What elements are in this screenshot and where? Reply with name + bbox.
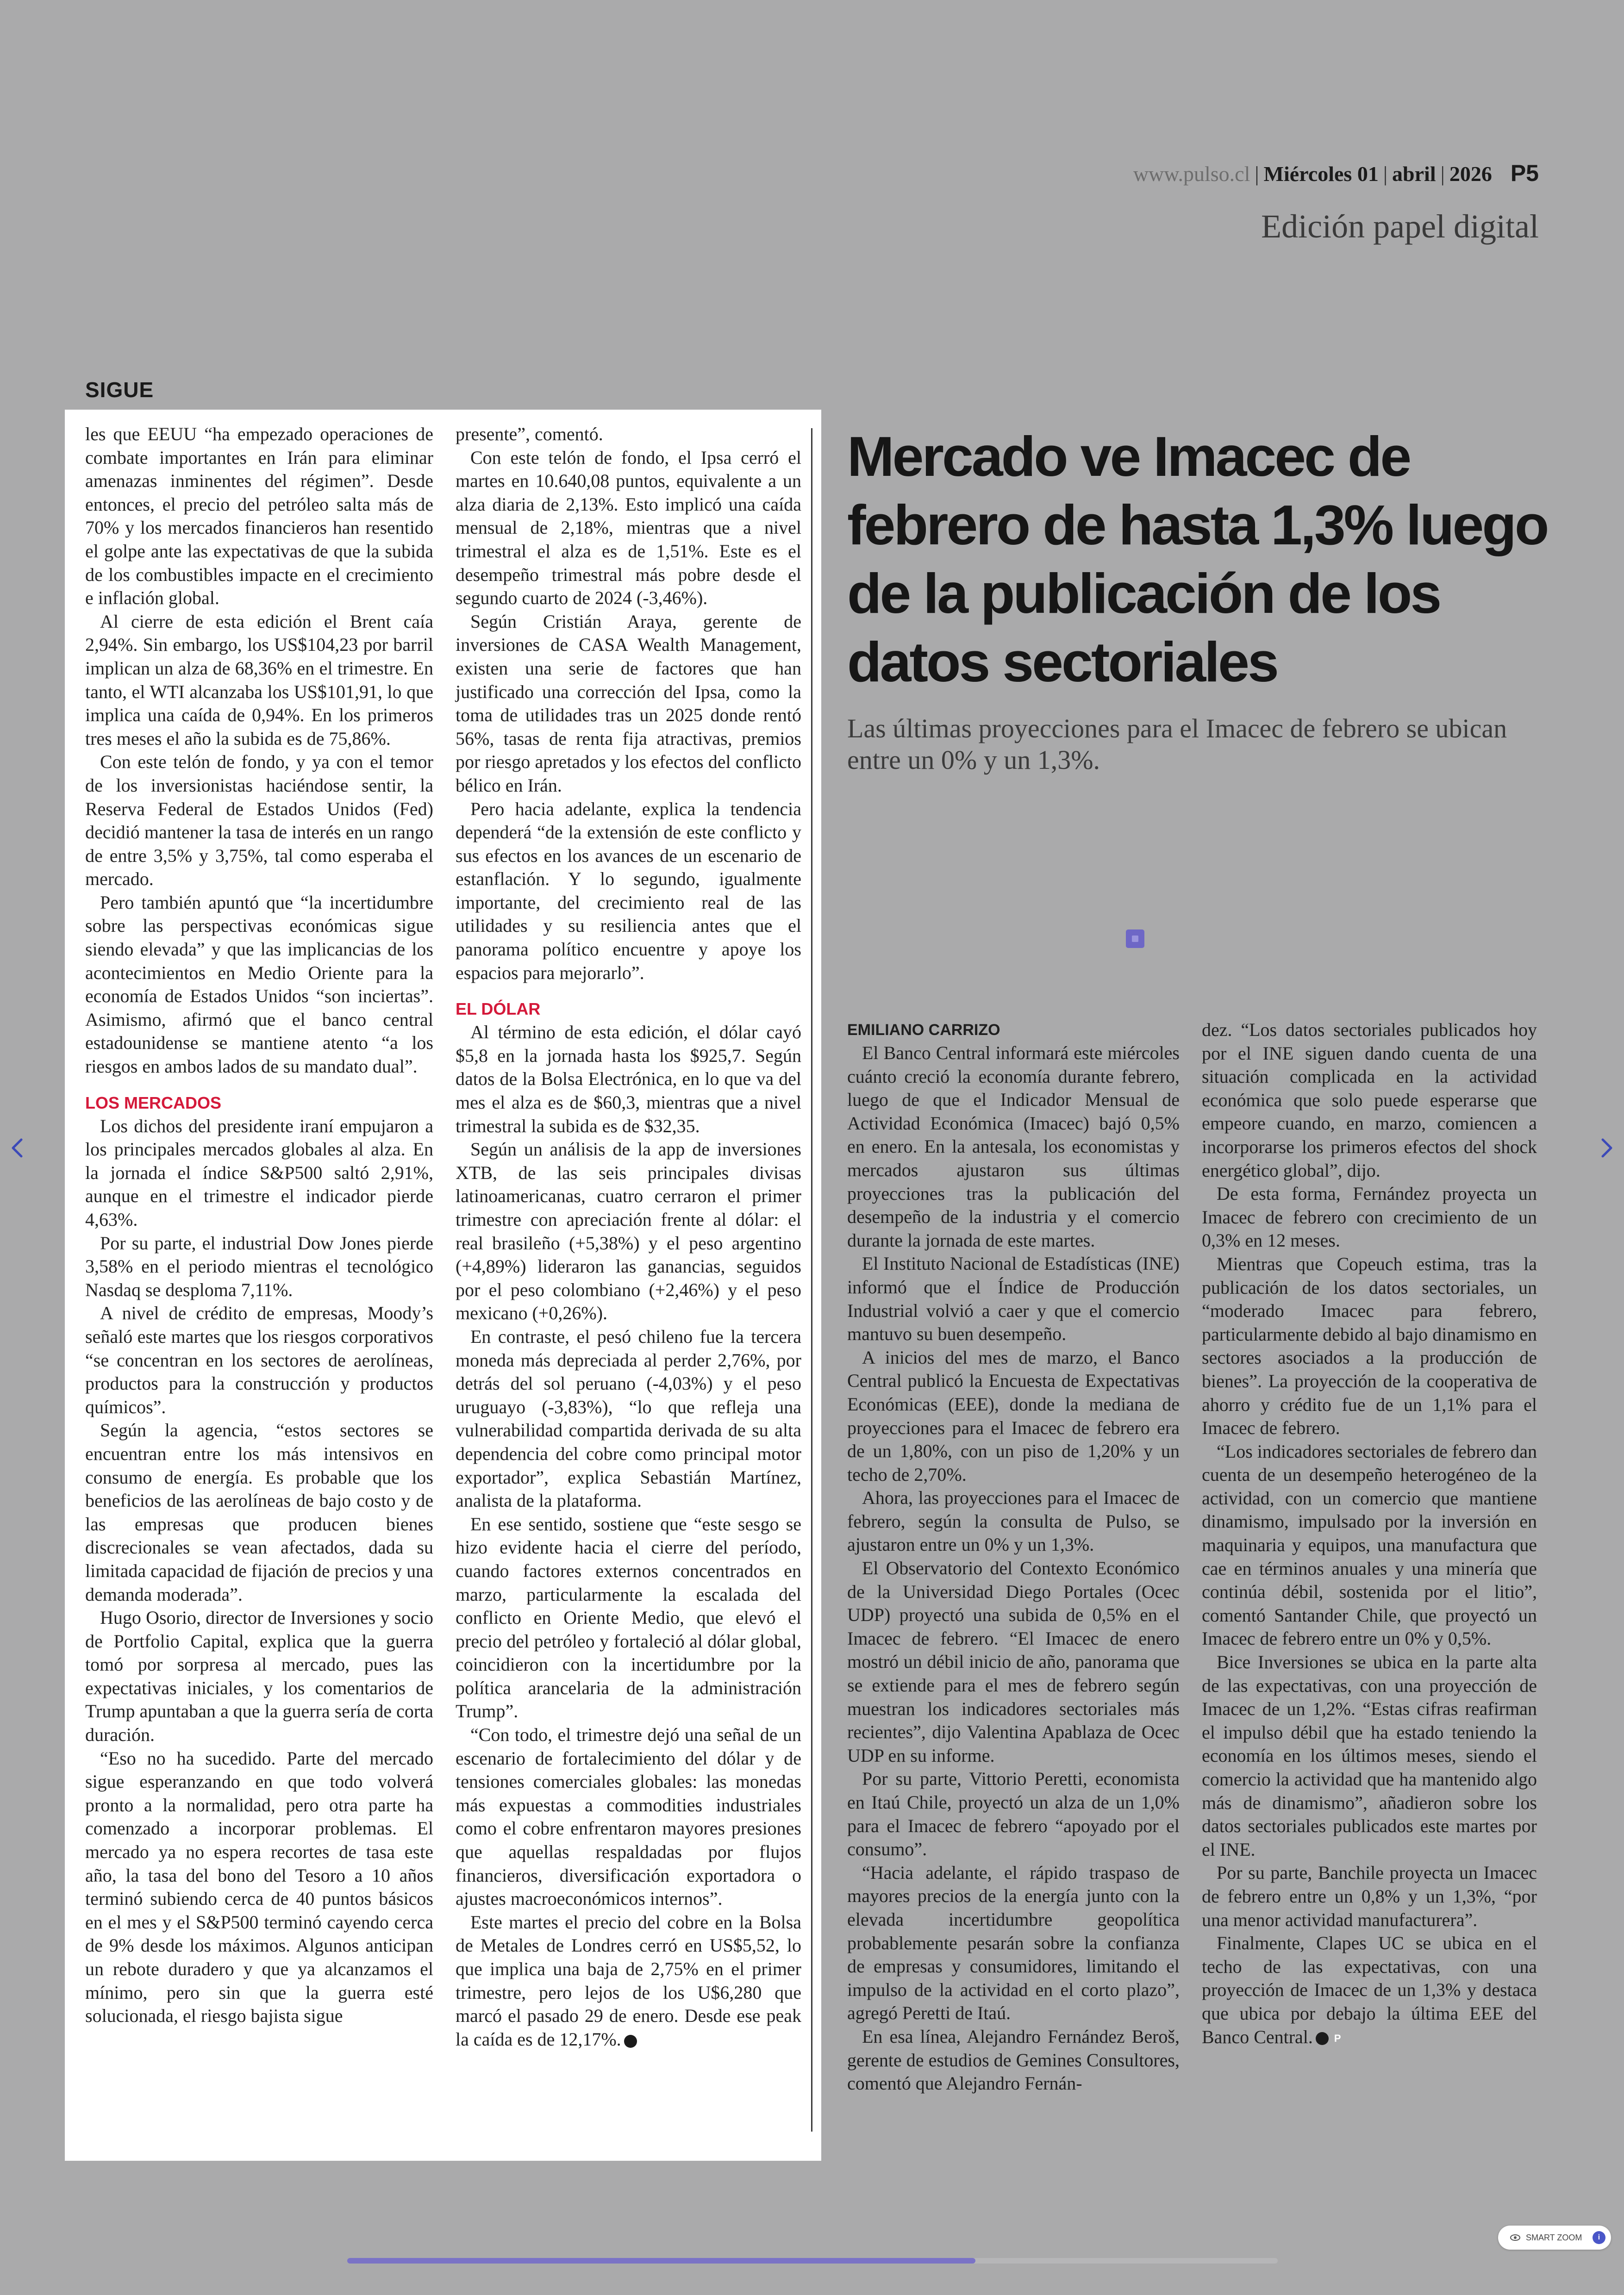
paragraph: les que EEUU “ha empezado operaciones de combate importantes en Irán para eliminar amenazas inminentes del régimen”. Desde entonces, el precio del petróleo salta más de 70% y los mercados financieros han resentido el golpe ante las expectativas de que la subida de los combustibles impacte en el crecimiento e inflación global. [85,424,433,609]
smart-zoom-button[interactable] [1498,2226,1611,2250]
article-headline: Mercado ve Imacec de febrero de hasta 1,3% luego de la publicación de los datos sectoriales [847,425,1548,693]
paragraph-text: Finalmente, Clapes UC se ubica en el techo de las expectativas, con una proyección de Imacec de un 1,3% y destaca que ubica por debajo la última EEE del Banco Central. [1202,1933,1537,2047]
reading-progress-fill [347,2258,975,2264]
page-end-icon [1316,2032,1329,2045]
paragraph: Hugo Osorio, director de Inversiones y socio de Portfolio Capital, explica que la guerra tomó por sorpresa al mercado, pues las expectativas iniciales, y los comentarios de Trump apuntaban a que la guerra sería de corta duración. [85,1607,433,1746]
byline: EMILIANO CARRIZO [847,1021,1000,1039]
smart-zoom-label: SMART ZOOM [1526,2233,1582,2242]
paragraph: presente”, comentó. [456,424,603,444]
subhead-dollar: EL DÓLAR [456,999,541,1019]
paragraph: En esa línea, Alejandro Fernández Beroš, gerente de estudios de Gemines Consultores, comentó que Alejandro Fernán- [847,2026,1180,2094]
paragraph: Con este telón de fondo, y ya con el temor de los inversionistas haciéndose sentir, la Reserva Federal de Estados Unidos (Fed) decidió mantener la tasa de interés en un rango de entre 3,5% y 3,75%, tal como esperaba el mercado. [85,751,433,890]
paragraph: “Los indicadores sectoriales de febrero dan cuenta de un desempeño heterogéneo de la actividad, con un comercio que mantiene dinamismo, impulsado por la inversión en maquinaria y equipos, una manufactura que cae en términos anuales y una minería que continúa débil, sostenida por el litio”, comentó Santander Chile, que proyectó un Imacec de febrero entre un 0% y 0,5%. [1202,1441,1537,1649]
paragraph: Al término de esta edición, el dólar cayó $5,8 en la jornada hasta los $925,7. Según datos de la Bolsa Electrónica, en lo que va del mes el alza es de $60,3, mientras que a nivel trimestral la subida es de $32,35. [456,1022,801,1136]
paragraph: Según Cristián Araya, gerente de inversiones de CASA Wealth Management, existen una serie de factores que han justificado una corrección del Ipsa, como la toma de utilidades tras un 2025 donde rentó 56%, tasas de renta fija atractivas, premios por riesgo apretados y los efectos del conflicto bélico en Irán. [456,611,801,796]
paragraph: El Observatorio del Contexto Económico de la Universidad Diego Portales (Ocec UDP) proyectó una subida de 0,5% en el Imacec de febrero. “El Imacec de enero mostró un débil inicio de año, panorama que se extiende para el mes de febrero según muestran los indicadores sectoriales más recientes”, dijo Valentina Apablaza de Ocec UDP en su informe. [847,1558,1180,1766]
arrow-right-icon [1598,1129,1617,1166]
issue-month: abril [1392,162,1436,186]
edition-label: Edición papel digital [1261,208,1539,245]
paragraph: En ese sentido, sostiene que “este sesgo se hizo evidente hacia el cierre del período, cuando factores externos concentrados en marzo, particularmente la escalada del conflicto en Oriente Medio, que elevó el precio del petróleo y fortaleció al dólar global, coincidieron con la incertidumbre por la política arancelaria de la administración Trump”. [456,1513,801,1722]
paragraph: Por su parte, Vittorio Peretti, economista en Itaú Chile, proyectó un alza de un 1,0% para el Imacec de febrero “apoyado por el consumo”. [847,1768,1180,1860]
paragraph: Al cierre de esta edición el Brent caía 2,94%. Sin embargo, los US$104,23 por barril implican un alza de 68,36% en el trimestre. En tanto, el WTI alcanzaba los US$101,91, lo que implica una caída de 0,94%. En los primeros tres meses el año la subida es de 75,86%. [85,611,433,749]
paragraph: El Banco Central informará este miércoles cuánto creció la economía durante febrero, luego de que el Indicador Mensual de Actividad Económica (Imacec) bajó 0,5% en enero. En la antesala, los economistas y mercados ajustaron sus últimas proyecciones tras la publicación del desempeño de la industria y el comercio durante la jornada de este martes. [847,1042,1180,1251]
paragraph: A inicios del mes de marzo, el Banco Central publicó la Encuesta de Expectativas Económicas (EEE), donde la mediana de proyecciones para el Imacec de febrero era de un 1,80%, con un piso de 1,20% y un techo de 2,70%. [847,1347,1180,1485]
page-number: P5 [1510,160,1539,186]
paragraph: “Eso no ha sucedido. Parte del mercado sigue esperanzando en que todo volverá pronto a la normalidad, pero otra parte ha comenzado a incorporar problemas. El mercado ya no espera recortes de tasa este año, la tasa del bono del Tesoro a 10 años terminó subiendo cerca de 40 puntos básicos en el mes y el S&P500 terminó cayendo cerca de 9% desde los máximos. Algunos anticipan un rebote duradero y que ya alcanzamos el mínimo, pero sin que la guerra esté solucionada, el riesgo bajista sigue [85,1747,433,2027]
eye-icon [1510,2234,1520,2241]
paragraph-text: Este martes el precio del cobre en la Bolsa de Metales de Londres cerró en US$5,52, lo que implica una baja de 2,75% en el primer trimestre, pero lejos de los U$6,280 que marcó el pasado 29 de enero. Desde ese peak la caída es de 12,17%. [456,1911,801,2050]
paragraph: Los dichos del presidente iraní empujaron a los principales mercados globales al alza. En la jornada el índice S&P500 saltó 2,91%, aunque en el trimestre el indicador pierde 4,63%. [85,1115,433,1230]
info-icon[interactable]: i [1593,2231,1605,2244]
separator: | [1440,162,1445,186]
page-end-icon [624,2035,637,2048]
paragraph: Con este telón de fondo, el Ipsa cerró el martes en 10.640,08 puntos, equivalente a un alza diaria de 2,13%. Esto implicó una caída mensual de 2,18%, mientras que a nivel trimestral el alza es de 1,51%. Este es el desempeño trimestral más pobre desde el segundo cuarto de 2024 (-3,46%). [456,447,801,609]
paragraph: dez. “Los datos sectoriales publicados hoy por el INE siguen dando cuenta de una situación complicada en la actividad económica que solo puede esperarse que empeore cuando, en marzo, comiencen a incorporarse los primeros efectos del shock energético global”, dijo. [1202,1019,1537,1181]
article-column-4 [1202,1018,1537,2049]
paragraph: Pero hacia adelante, explica la tendencia dependerá “de la extensión de este conflicto y sus efectos en los avances de un escenario de estanflación. Y lo segundo, igualmente importante, del crecimiento real de las utilidades y su resiliencia antes que el panorama político encuentre y apoye los espacios para mejorarlo”. [456,798,801,983]
paragraph: El Instituto Nacional de Estadísticas (INE) informó que el Índice de Producción Industrial volvió a caer y que el comercio mantuvo su buen desempeño. [847,1253,1180,1345]
paragraph: “Hacia adelante, el rápido traspaso de mayores precios de la energía junto con la elevada incertidumbre geopolítica probablemente pesarán sobre la confianza de empresas y consumidores, limitando el impulso de la actividad en el corto plazo”, agregó Peretti de Itaú. [847,1862,1180,2024]
article-column-2 [456,423,801,2051]
issue-year: 2026 [1449,162,1492,186]
paragraph: “Con todo, el trimestre dejó una señal de un escenario de fortalecimiento del dólar y de tensiones comerciales globales: las monedas más expuestas a commodities industriales como el cobre enfrentaron mayores presiones que aquellas respaldadas por flujos financieros, diversificación exportadora o ajustes macroeconómicos internos”. [456,1724,801,1909]
article-column-3 [847,1018,1180,2095]
paragraph: A nivel de crédito de empresas, Moody’s señaló este martes que los riesgos corporativos “se concentran en los sectores de aerolíneas, productos para la construcción y productos químicos”. [85,1303,433,1417]
next-page-button[interactable] [1598,1129,1617,1166]
separator: | [1255,162,1259,186]
article-deck: Las últimas proyecciones para el Imacec de febrero se ubican entre un 0% y un 1,3%. [847,713,1507,775]
paragraph: Según la agencia, “estos sectores se encuentran entre los más intensivos en consumo de energía. Es probable que los beneficios de las aerolíneas de bajo costo y de las empresas que producen bienes discrecionales se vean afectados, dada su limitada capacidad de fijación de precios y una demanda moderada”. [85,1420,433,1605]
paragraph: Bice Inversiones se ubica en la parte alta de las expectativas, con una proyección de Imacec de un 1,2%. “Estas cifras reafirman el impulso débil que ha estado teniendo la economía en los últimos meses, siendo el comercio la actividad que ha mantenido algo más de dinamismo”, añadieron sobre los datos sectoriales publicados este martes por el INE. [1202,1652,1537,1860]
issue-date-line [1133,160,1539,187]
site-url[interactable]: www.pulso.cl [1133,162,1250,186]
issue-day: Miércoles 01 [1263,162,1379,186]
paragraph: Pero también apuntó que “la incertidumbre sobre las perspectivas económicas sigue siendo elevada” y que las implicancias de los acontecimientos en Medio Oriente para la economía de Estados Unidos “son inciertas”. Asimismo, afirmó que el banco central estadounidense se mantiene atento “a los riesgos en ambos lados de su mandato dual”. [85,892,433,1077]
previous-page-button[interactable] [7,1129,26,1166]
separator: | [1383,162,1388,186]
reading-progress-bar[interactable] [347,2258,1278,2264]
paragraph: Por su parte, Banchile proyecta un Imacec de febrero entre un 0,8% y un 1,3%, “por una menor actividad manufacturera”. [1202,1862,1537,1930]
page-marker-icon[interactable] [1126,929,1144,948]
column-divider [811,428,812,2132]
paragraph: Ahora, las proyecciones para el Imacec de febrero, según la consulta de Pulso, se ajustaron entre un 0% y un 1,3%. [847,1487,1180,1555]
paragraph: Según un análisis de la app de inversiones XTB, de las seis principales divisas latinoamericanas, cuatro cerraron el primer trimestre con apreciación frente al dólar: el real brasileño (+5,38%) y el peso argentino (+4,89%) lideraron las ganancias, seguidos por el peso colombiano (+2,46%) y el peso mexicano (+0,26%). [456,1139,801,1324]
paragraph-final [456,1911,801,2052]
subhead-markets: LOS MERCADOS [85,1093,222,1112]
article-column-1 [85,423,433,2028]
paragraph: De esta forma, Fernández proyecta un Imacec de febrero con crecimiento de un 0,3% en 12 meses. [1202,1183,1537,1251]
paragraph: En contraste, el pesó chileno fue la tercera moneda más depreciada al perder 2,76%, por detrás del sol peruano (-4,03%) y el peso uruguayo (-3,83%), “lo que refleja una vulnerabilidad compartida derivada de su alta dependencia del cobre como principal motor exportador”, explica Sebastián Martínez, analista de la plataforma. [456,1326,801,1511]
paragraph-final [1202,1932,1537,2049]
section-label: SIGUE [85,378,154,402]
arrow-left-icon [7,1129,26,1166]
paragraph: Mientras que Copeuch estima, tras la publicación de los datos sectoriales, un “moderado Imacec para febrero, particularmente debido al bajo dinamismo en sectores asociados a la producción de bienes”. La proyección de la cooperativa de ahorro y crédito fue de un 1,1% para el Imacec de febrero. [1202,1253,1537,1439]
paragraph: Por su parte, el industrial Dow Jones pierde 3,58% en el periodo mientras el tecnológico Nasdaq se desploma 7,11%. [85,1232,433,1300]
